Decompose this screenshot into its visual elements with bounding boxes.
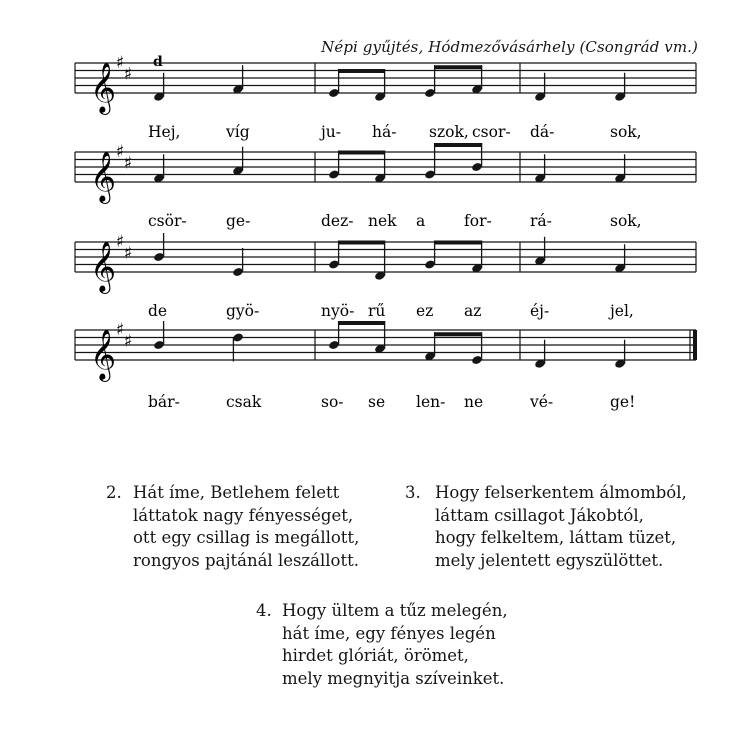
stanza-line: hirdet glóriát, örömet,	[282, 646, 469, 665]
beam	[338, 241, 385, 245]
source-credit: Népi gyűjtés, Hódmezővásárhely (Csongrád vm.)	[321, 38, 698, 56]
lyric-syllable: csör-	[148, 212, 187, 230]
stanza-line: Hogy felserkentem álmomból,	[435, 483, 687, 502]
stanza-line: rongyos pajtánál leszállott.	[133, 550, 359, 570]
beam	[434, 332, 482, 336]
stanza-line: hogy felkeltem, láttam tüzet,	[435, 528, 677, 547]
lyric-syllable: for-	[464, 212, 492, 230]
stanza-2	[106, 482, 359, 572]
lyric-syllable: sok,	[610, 123, 642, 141]
lyric-syllable: bár-	[148, 393, 180, 411]
beam	[338, 321, 385, 325]
lyric-syllable: ge!	[610, 393, 636, 411]
lyric-syllable: szok,	[429, 123, 469, 141]
treble-clef-icon: 𝄞	[90, 329, 117, 380]
lyric-syllable: len-	[416, 393, 446, 411]
sharp-icon: ♯	[115, 142, 125, 162]
treble-clef-icon: 𝄞	[90, 62, 117, 113]
stanza-line: láttam csillagot Jákobtól,	[435, 505, 644, 525]
stanza-line: hát íme, egy fényes legén	[282, 623, 496, 643]
treble-clef-icon: 𝄞	[90, 151, 117, 202]
lyric-syllable: dez-	[321, 212, 354, 230]
stanza-line: Hogy ültem a tűz melegén,	[282, 601, 508, 620]
beam	[338, 151, 385, 155]
stanza-line: ott egy csillag is megállott,	[133, 528, 360, 547]
sharp-icon: ♯	[123, 64, 133, 85]
lyric-syllable: ne	[464, 393, 484, 411]
beam	[434, 65, 482, 69]
tempo-mark: d	[153, 54, 163, 70]
sharp-icon: ♯	[123, 243, 133, 264]
lyric-syllable: víg	[226, 123, 250, 141]
lyric-syllable: de	[148, 302, 168, 320]
lyric-syllable: vé-	[530, 393, 554, 411]
lyric-syllable: az	[464, 302, 482, 320]
treble-clef-icon: 𝄞	[90, 241, 117, 292]
lyric-syllable: éj-	[530, 302, 550, 320]
lyric-syllable: nyö-	[321, 302, 355, 320]
stanza-line: láttatok nagy fényességet,	[133, 505, 354, 525]
stanza-line: mely megnyitja szíveinket.	[282, 668, 505, 688]
lyric-syllable: ge-	[226, 212, 251, 230]
lyric-syllable: há-	[372, 123, 397, 141]
lyric-syllable: sok,	[610, 212, 642, 230]
lyric-syllable: nek	[368, 212, 397, 230]
lyric-syllable: Hej,	[148, 123, 181, 141]
lyric-syllable: ju-	[321, 123, 342, 141]
stanza-number: 2.	[106, 483, 122, 502]
beam	[434, 143, 482, 147]
sharp-icon: ♯	[115, 53, 125, 73]
lyric-syllable: rű	[368, 302, 386, 320]
sharp-icon: ♯	[115, 232, 125, 252]
stanza-number: 3.	[405, 483, 421, 502]
lyric-syllable: se	[368, 393, 386, 411]
final-barline-thick	[693, 330, 697, 360]
stanza-4	[256, 600, 508, 690]
lyric-syllable: dá-	[530, 123, 555, 141]
lyric-syllable: rá-	[530, 212, 552, 230]
beam	[434, 241, 482, 245]
sharp-icon: ♯	[123, 153, 133, 174]
stanza-number: 4.	[256, 601, 272, 620]
stanza-line: mely jelentett egyszülöttet.	[435, 550, 664, 570]
sharp-icon: ♯	[115, 320, 125, 340]
stanza-3	[405, 482, 687, 572]
lyric-syllable: csor-	[472, 123, 511, 141]
lyric-syllable: csak	[226, 393, 262, 411]
lyric-syllable: gyö-	[226, 302, 260, 320]
lyric-syllable: ez	[416, 302, 434, 320]
lyric-syllable: so-	[321, 393, 344, 411]
lyric-syllable: a	[416, 212, 426, 230]
stanza-line: Hát íme, Betlehem felett	[133, 483, 340, 502]
sharp-icon: ♯	[123, 331, 133, 352]
beam	[338, 69, 385, 73]
lyric-syllable: jel,	[610, 302, 634, 320]
